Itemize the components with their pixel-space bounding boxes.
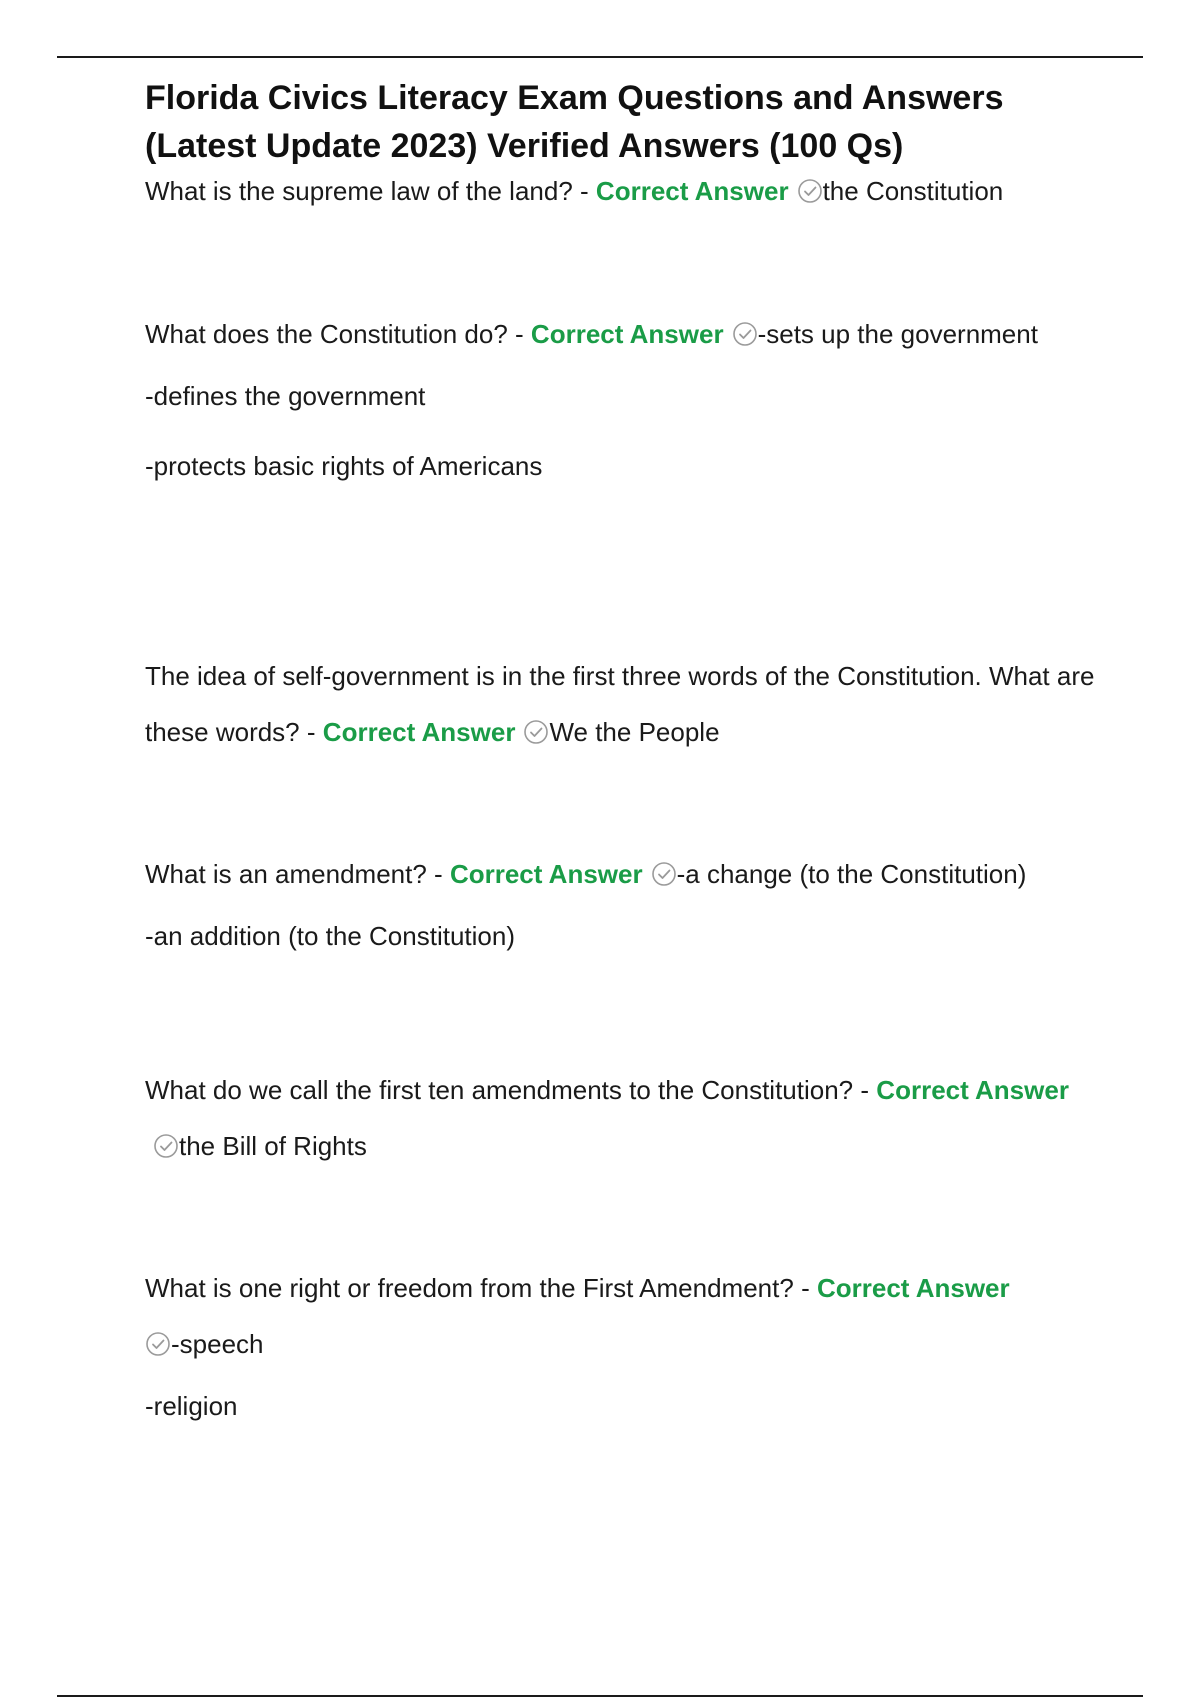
- check-circle-icon: [797, 178, 823, 204]
- correct-answer-label: Correct Answer: [322, 717, 516, 747]
- qa-item-5: [145, 1062, 1095, 1174]
- qa-item-1: [145, 163, 1095, 219]
- answer-extra: -protects basic rights of Americans: [145, 451, 543, 481]
- check-circle-icon: [732, 321, 758, 347]
- answer-text: the Constitution: [822, 176, 1004, 206]
- check-circle-icon: [153, 1133, 179, 1159]
- qa-line: [145, 1260, 1095, 1372]
- qa-line: [145, 648, 1095, 760]
- separator: -: [434, 859, 443, 889]
- separator: -: [306, 717, 316, 747]
- qa-item-6: [145, 1260, 1095, 1424]
- qa-item-2: [145, 306, 1095, 484]
- check-circle-icon: [651, 861, 677, 887]
- correct-answer-label: Correct Answer: [530, 319, 724, 349]
- correct-answer-label: Correct Answer: [449, 859, 643, 889]
- separator: -: [801, 1273, 810, 1303]
- question-text: What is an amendment?: [145, 859, 427, 889]
- top-rule: [57, 56, 1143, 58]
- separator: -: [580, 176, 589, 206]
- qa-line: [145, 163, 1095, 219]
- question-text: The idea of self-government is in the first three words of the Constitution. What are these words?: [145, 661, 1095, 747]
- qa-line: [145, 846, 1095, 902]
- qa-item-4: [145, 846, 1095, 954]
- bottom-rule: [57, 1695, 1143, 1697]
- separator: -: [860, 1075, 870, 1105]
- answer-text: -sets up the government: [757, 319, 1038, 349]
- correct-answer-label: Correct Answer: [595, 176, 789, 206]
- answer-text: We the People: [549, 717, 720, 747]
- answer-extra: -an addition (to the Constitution): [145, 921, 515, 951]
- correct-answer-label: Correct Answer: [876, 1075, 1069, 1105]
- question-text: What do we call the first ten amendments to the Constitution?: [145, 1075, 854, 1105]
- document-title: Florida Civics Literacy Exam Questions and Answers (Latest Update 2023) Verified Answers (100 Qs): [145, 79, 1004, 165]
- check-circle-icon: [145, 1331, 171, 1357]
- answer-text: -speech: [171, 1329, 264, 1359]
- qa-line: [145, 306, 1095, 362]
- answer-extra: -defines the government: [145, 381, 426, 411]
- answer-extra: -religion: [145, 1391, 238, 1421]
- answer-text: -a change (to the Constitution): [676, 859, 1027, 889]
- qa-item-3: [145, 648, 1095, 760]
- question-text: What does the Constitution do?: [145, 319, 508, 349]
- question-text: What is one right or freedom from the First Amendment?: [145, 1273, 794, 1303]
- correct-answer-label: Correct Answer: [816, 1273, 1010, 1303]
- separator: -: [515, 319, 524, 349]
- qa-line: [145, 1062, 1095, 1174]
- check-circle-icon: [523, 719, 549, 745]
- answer-text: the Bill of Rights: [179, 1131, 367, 1161]
- question-text: What is the supreme law of the land?: [145, 176, 573, 206]
